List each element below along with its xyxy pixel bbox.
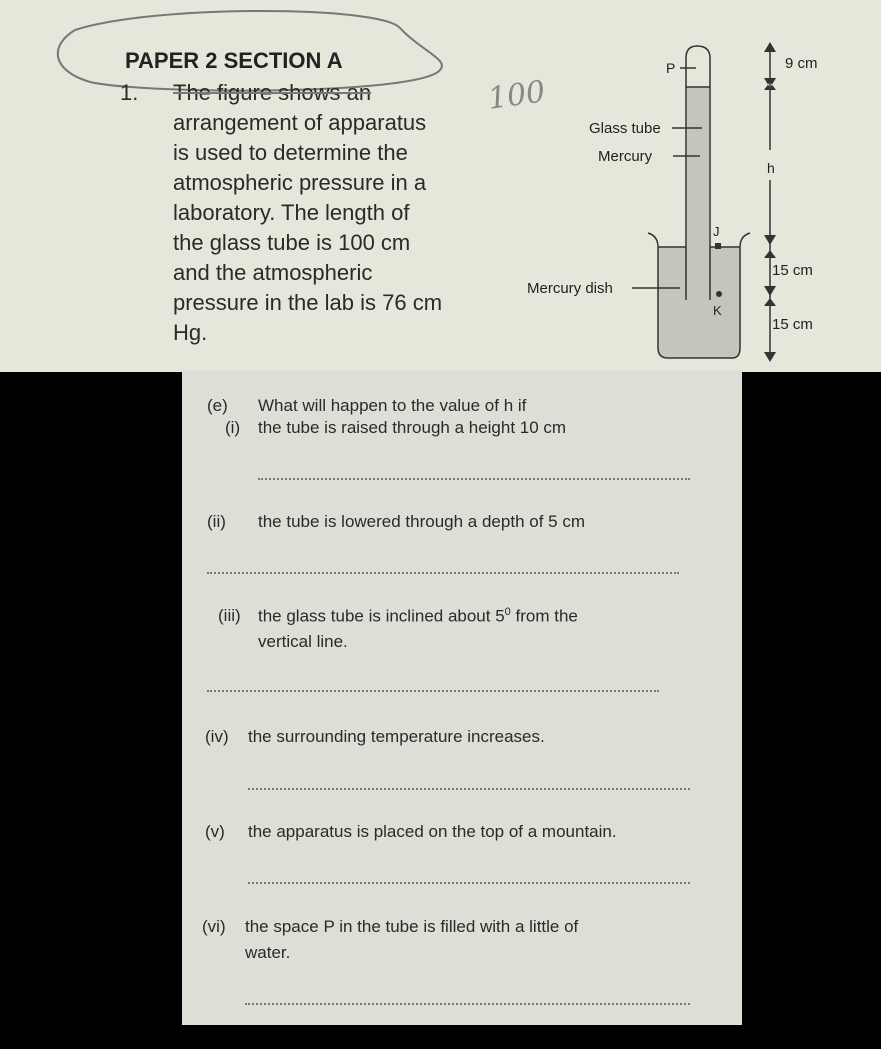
item-text: the tube is lowered through a depth of 5 cm bbox=[258, 512, 585, 531]
item-text: the apparatus is placed on the top of a mountain. bbox=[248, 822, 617, 841]
label-mercury-dish: Mercury dish bbox=[527, 280, 613, 297]
item-text: the glass tube is inclined about 5 bbox=[258, 606, 505, 626]
item-number: (i) bbox=[225, 418, 241, 437]
answer-line-iv[interactable] bbox=[248, 788, 690, 790]
label-glass-tube: Glass tube bbox=[589, 120, 661, 137]
item-text: vertical line. bbox=[258, 632, 348, 651]
question-number: 1. bbox=[120, 80, 139, 105]
label-p: P bbox=[666, 60, 676, 76]
question-line: Hg. bbox=[173, 320, 208, 345]
mercury-column bbox=[687, 87, 709, 307]
degree-superscript: 0 bbox=[504, 606, 511, 618]
question-line: is used to determine the bbox=[173, 140, 408, 165]
question-line: atmospheric pressure in a bbox=[173, 170, 427, 195]
item-text: the tube is raised through a height 10 cm bbox=[258, 418, 567, 437]
label-k: K bbox=[713, 303, 722, 318]
item-number: (ii) bbox=[207, 512, 226, 531]
item-number: (iii) bbox=[218, 606, 241, 625]
label-15cm-upper: 15 cm bbox=[772, 262, 813, 279]
question-line: and the atmospheric bbox=[173, 260, 373, 285]
item-number: (v) bbox=[205, 822, 225, 841]
item-text: the surrounding temperature increases. bbox=[248, 727, 545, 746]
answer-line-v[interactable] bbox=[248, 882, 690, 884]
item-text: water. bbox=[245, 943, 291, 962]
question-line: The figure shows an bbox=[173, 80, 372, 105]
question-line: laboratory. The length of bbox=[173, 200, 410, 225]
question-line: the glass tube is 100 cm bbox=[173, 230, 411, 255]
question-line: arrangement of apparatus bbox=[173, 110, 427, 135]
item-number: (iv) bbox=[205, 727, 229, 746]
answer-line-ii[interactable] bbox=[207, 572, 679, 574]
answer-line-i[interactable] bbox=[258, 478, 690, 480]
part-e-label: (e) bbox=[207, 396, 228, 415]
section-title: PAPER 2 SECTION A bbox=[125, 48, 343, 73]
label-mercury: Mercury bbox=[598, 148, 653, 165]
item-text: the space P in the tube is filled with a little of bbox=[245, 917, 579, 936]
answer-line-vi[interactable] bbox=[245, 1003, 690, 1005]
label-j: J bbox=[713, 224, 720, 239]
label-15cm-lower: 15 cm bbox=[772, 316, 813, 333]
part-e-stem: What will happen to the value of h if bbox=[258, 396, 527, 415]
answer-line-iii[interactable] bbox=[207, 690, 659, 692]
item-text: from the bbox=[510, 606, 578, 626]
question-line: pressure in the lab is 76 cm bbox=[173, 290, 443, 315]
handwritten-score: 100 bbox=[485, 74, 548, 117]
label-9cm: 9 cm bbox=[785, 55, 818, 72]
barometer-diagram bbox=[0, 0, 881, 372]
item-number: (vi) bbox=[202, 917, 226, 936]
label-h: h bbox=[767, 160, 775, 176]
